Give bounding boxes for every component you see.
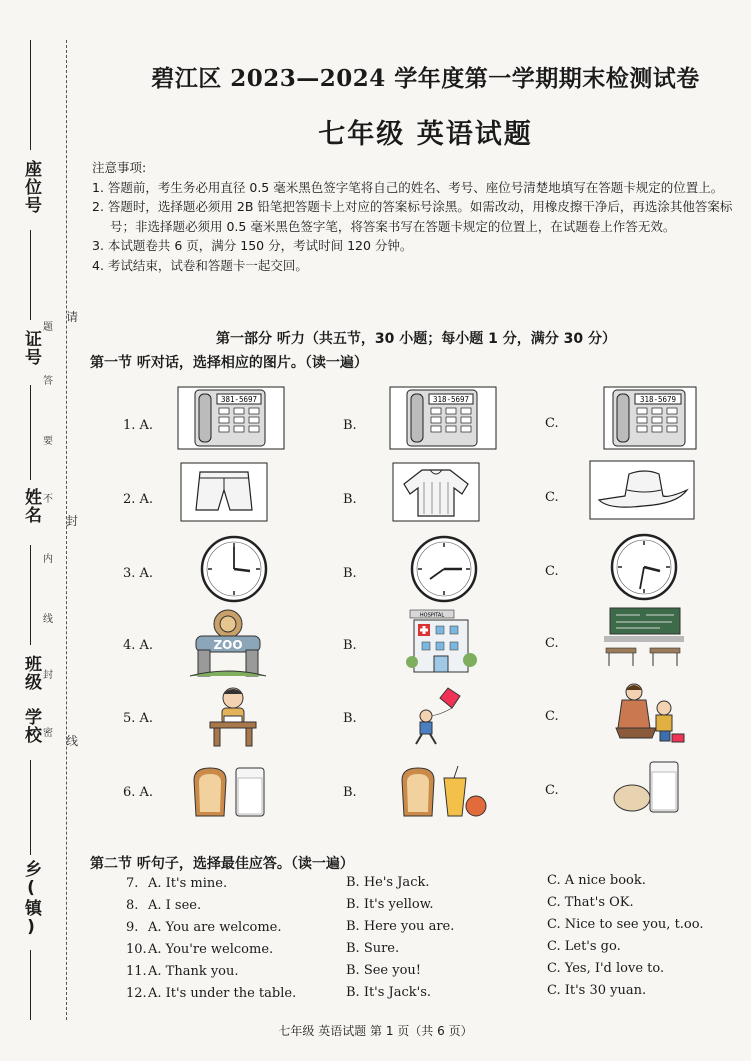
answer-option-c: C. Let's go.: [547, 939, 621, 954]
name-label: 姓名: [21, 488, 41, 524]
answer-option-a: A. Thank you.: [148, 964, 239, 979]
notice-item: 3. 本试题卷共 6 页，满分 150 分，考试时间 120 分钟。: [92, 238, 413, 253]
part1-title: 第一部分 听力（共五节，30 小题；每小题 1 分，满分 30 分）: [216, 331, 616, 347]
section2-title: 第二节 听句子，选择最佳应答。（读一遍）: [90, 856, 354, 872]
section1-title: 第一节 听对话，选择相应的图片。（读一遍）: [90, 355, 368, 371]
notice-item: 4. 考试结束，试卷和答题卡一起交回。: [92, 257, 308, 273]
seat-label: 座位号: [21, 160, 41, 214]
notice-heading: 注意事项:: [92, 160, 147, 175]
bread-milk-image: [190, 764, 272, 820]
clock-image-a: [200, 535, 268, 603]
class-label: 班级: [21, 655, 41, 691]
notice-block: [92, 158, 742, 275]
hospital-sign-text: HOSPITAL: [419, 612, 445, 619]
seal-side-char: 线: [66, 734, 79, 748]
seal-char: 题: [43, 322, 53, 333]
phone-number: 381-5697: [220, 395, 258, 404]
clock-image-b: [410, 535, 478, 603]
answer-option-a: A. You are welcome.: [148, 920, 282, 935]
option-label: C.: [545, 636, 559, 651]
question-number: 1. A.: [123, 418, 154, 433]
page-footer: 七年级 英语试题 第 1 页（共 6 页）: [278, 1024, 473, 1038]
seal-char: 内: [43, 554, 53, 565]
answer-option-c: C. Yes, I'd love to.: [547, 961, 665, 976]
option-label: B.: [343, 711, 357, 726]
clock-image-c: [610, 533, 678, 601]
sweater-image: [392, 462, 480, 522]
school-label: 学校: [21, 708, 41, 744]
answer-option-b: B. It's Jack's.: [346, 985, 432, 1000]
question-number: 5. A.: [123, 711, 154, 726]
answer-option-b: B. See you!: [346, 963, 422, 978]
option-label: B.: [343, 638, 357, 653]
classroom-image: [600, 606, 688, 680]
seal-char: 要: [43, 436, 53, 447]
egg-milk-image: [612, 760, 684, 814]
seal-side-char: 封: [66, 514, 79, 528]
seal-char: 封: [43, 670, 53, 681]
question-number: 12.: [126, 986, 147, 1001]
telephone-image-c: [603, 386, 697, 450]
answer-option-c: C. Nice to see you, t.oo.: [547, 917, 704, 932]
phone-number: 318-5697: [432, 395, 470, 404]
zoo-sign-text: ZOO: [213, 638, 243, 652]
seal-side-char: 请: [66, 310, 79, 324]
town-label: 乡(镇): [21, 860, 41, 938]
question-number: 11.: [126, 964, 147, 979]
phone-number: 318-5679: [639, 395, 677, 404]
answer-option-c: C. That's OK.: [547, 895, 634, 910]
boy-reading-image: [208, 684, 258, 748]
bread-juice-egg-image: [400, 764, 490, 820]
telephone-image-b: [389, 386, 497, 450]
exam-title: 碧江区 2023—2024 学年度第一学期期末检测试卷: [151, 65, 700, 92]
answer-option-a: A. It's mine.: [148, 876, 228, 891]
mother-child-image: [612, 680, 688, 748]
question-number: 4. A.: [123, 638, 154, 653]
option-label: C.: [545, 490, 559, 505]
answer-option-a: A. You're welcome.: [148, 942, 274, 957]
question-number: 3. A.: [123, 566, 154, 581]
answer-option-a: A. I see.: [148, 898, 202, 913]
seal-char: 密: [43, 728, 53, 739]
answer-option-c: C. It's 30 yuan.: [547, 983, 647, 998]
option-label: C.: [545, 564, 559, 579]
answer-option-b: B. Sure.: [346, 941, 400, 956]
exam-no-label: 证号: [21, 330, 41, 366]
town-line: [30, 950, 31, 1020]
hat-image: [589, 460, 695, 520]
telephone-image-a: [177, 386, 285, 450]
seal-char: 答: [43, 376, 53, 387]
seal-char: 不: [43, 494, 53, 505]
exam-no-line: [30, 230, 31, 320]
option-label: B.: [343, 785, 357, 800]
boy-kite-image: [408, 686, 468, 748]
answer-option-a: A. It's under the table.: [148, 986, 297, 1001]
answer-option-b: B. Here you are.: [346, 919, 455, 934]
option-label: B.: [343, 418, 357, 433]
question-number: 2. A.: [123, 492, 154, 507]
option-label: C.: [545, 416, 559, 431]
binding-dashed-line: [66, 40, 67, 1020]
shorts-image: [180, 462, 268, 522]
exam-subtitle: 七年级 英语试题: [318, 119, 533, 150]
notice-item: 1. 答题前，考生务必用直径 0.5 毫米黑色签字笔将自己的姓名、考号、座位号清楚地填写在答题卡规定的位置上。: [92, 179, 724, 195]
question-number: 6. A.: [123, 785, 154, 800]
option-label: C.: [545, 709, 559, 724]
zoo-image: [186, 606, 270, 680]
question-number: 10.: [126, 942, 147, 957]
answer-option-b: B. He's Jack.: [346, 875, 430, 890]
question-number: 9.: [126, 920, 139, 935]
question-number: 8.: [126, 898, 139, 913]
answer-option-c: C. A nice book.: [547, 873, 646, 888]
notice-item: 2. 答题时，选择题必须用 2B 铅笔把答题卡上对应的答案标号涂黑。如需改动，用橡皮擦干净后，再选涂其他答案标号；非选择题必须用 0.5 毫米黑色签字笔，将答案书写在答题卡规定的位置上，在试题卷上作答无效。: [92, 199, 733, 234]
seat-line: [30, 40, 31, 150]
question-number: 7.: [126, 876, 139, 891]
option-label: B.: [343, 566, 357, 581]
hospital-image: [404, 606, 482, 680]
class-line: [30, 545, 31, 645]
answer-option-b: B. It's yellow.: [346, 897, 434, 912]
school-line: [30, 760, 31, 855]
name-line: [30, 385, 31, 480]
seal-char: 线: [43, 614, 53, 625]
option-label: C.: [545, 783, 559, 798]
option-label: B.: [343, 492, 357, 507]
